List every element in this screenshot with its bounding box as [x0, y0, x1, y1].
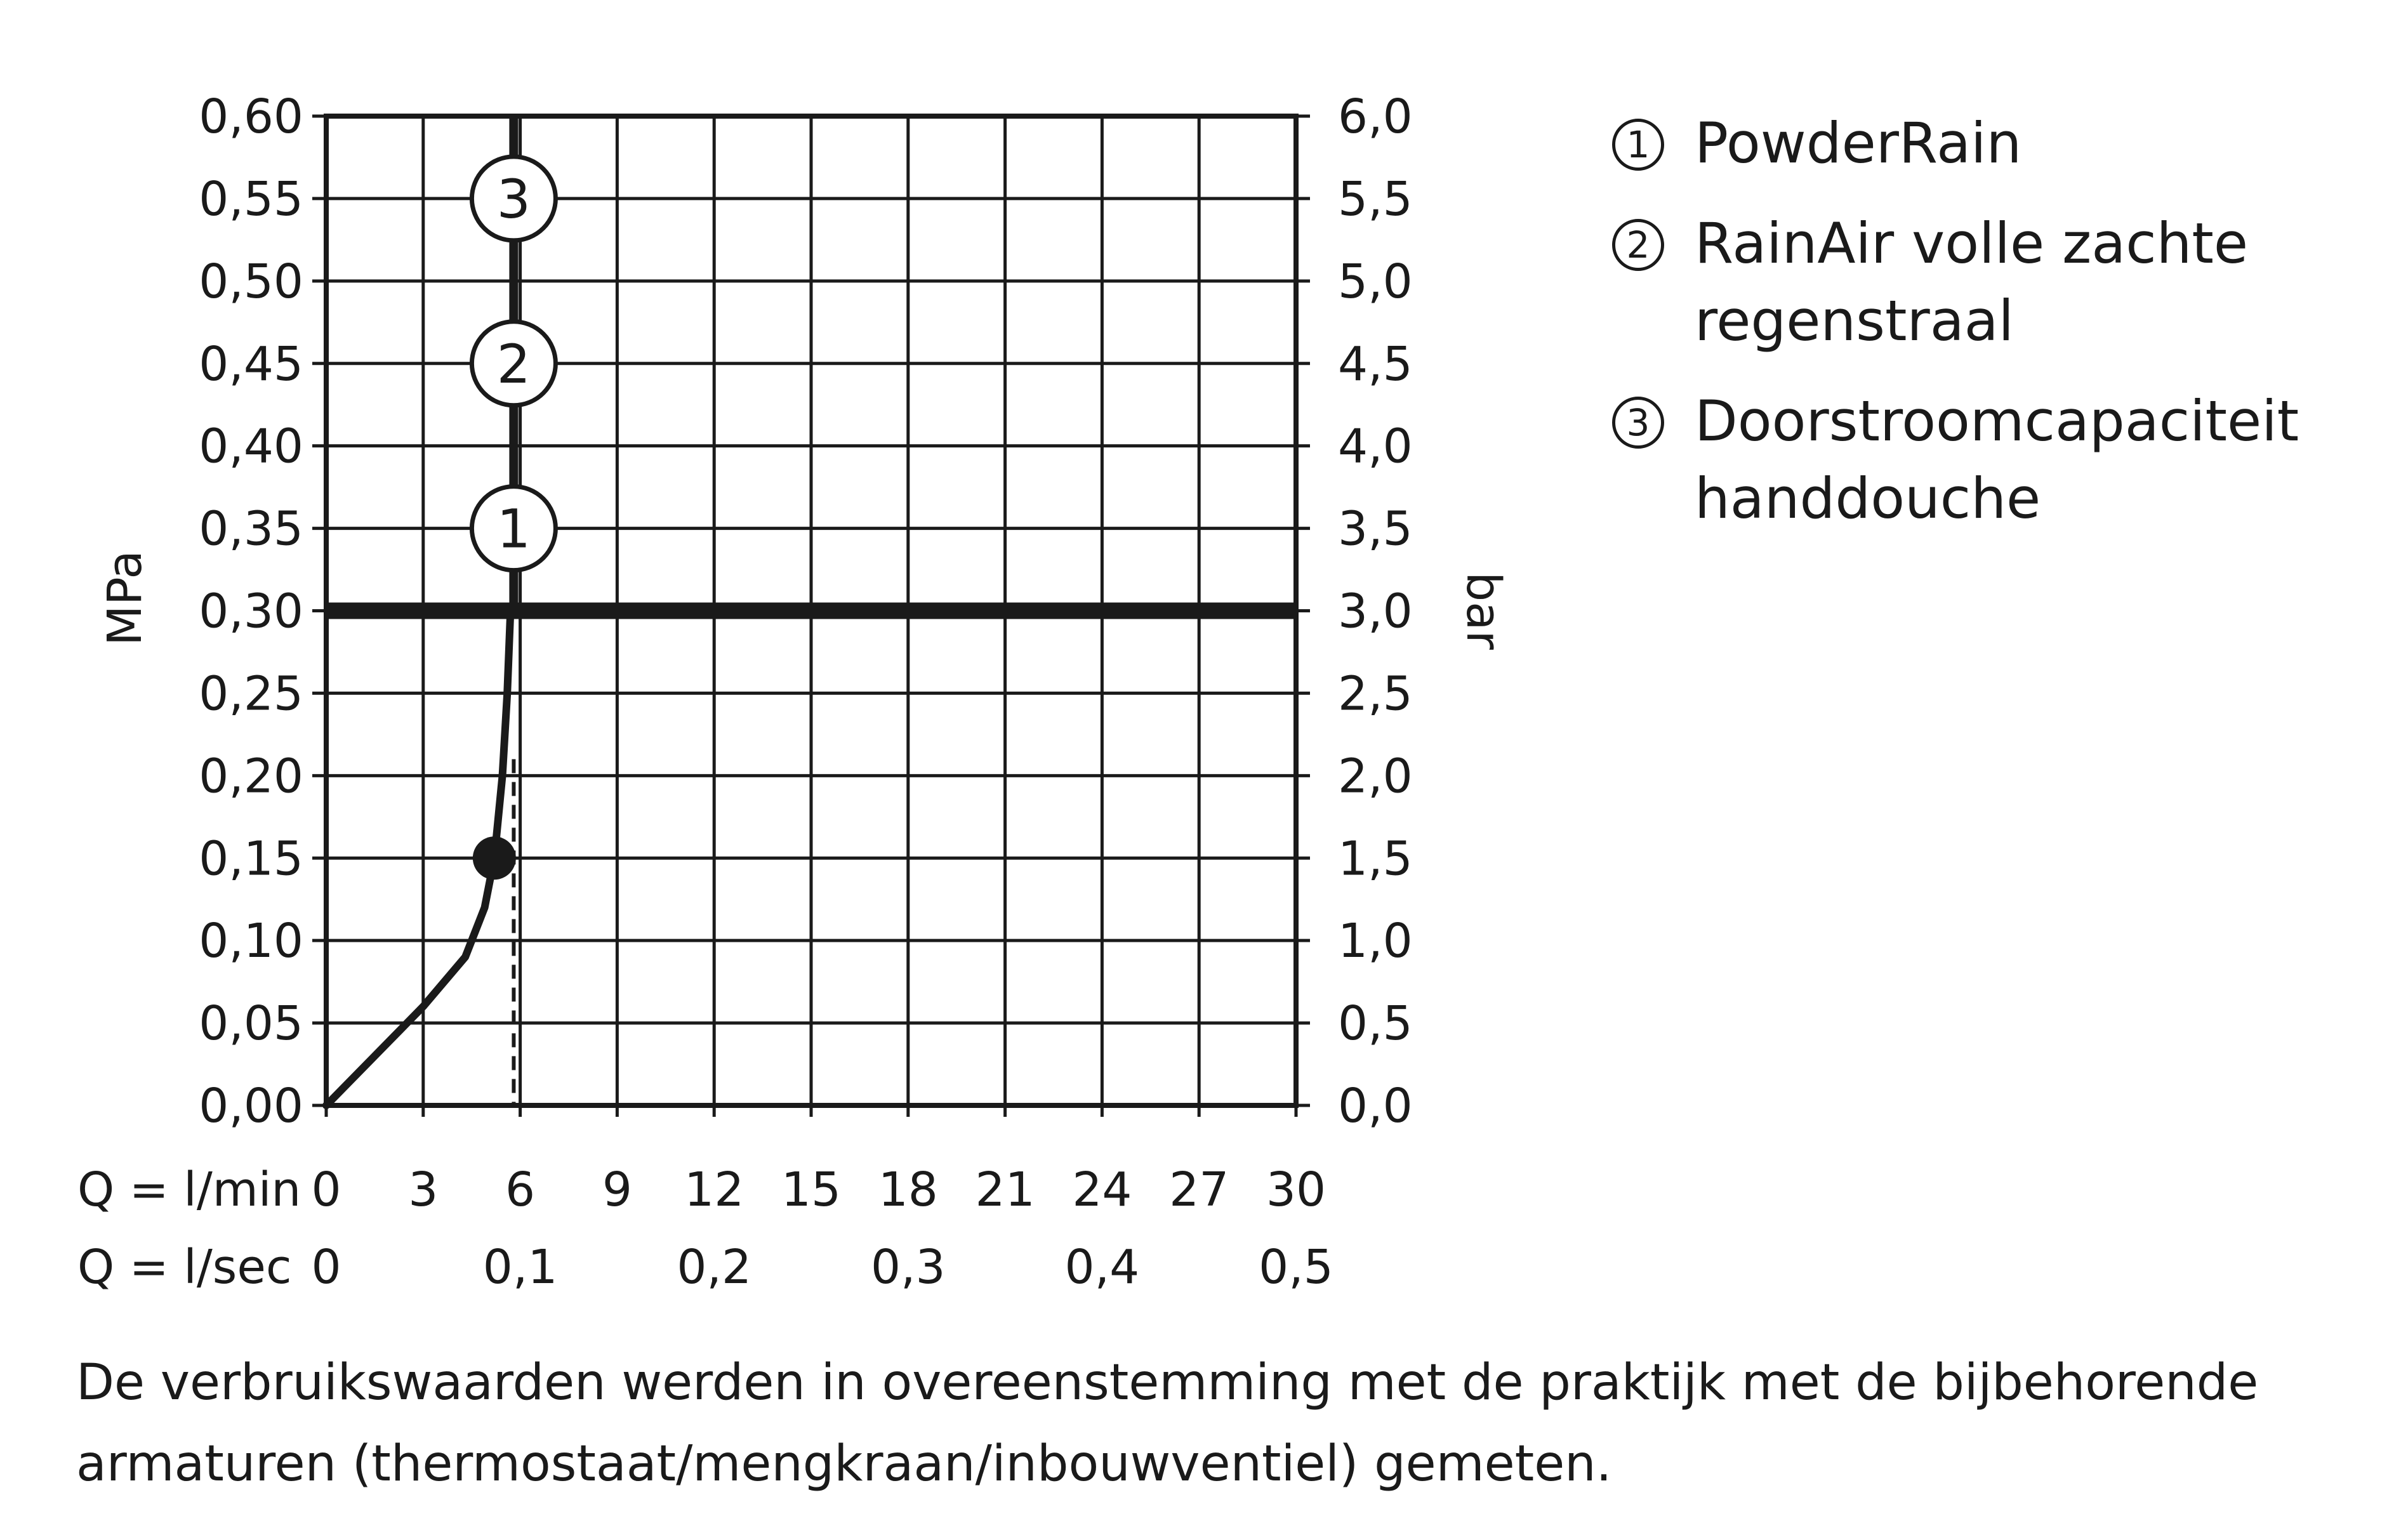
y-left-tick-label: 0,10	[199, 914, 303, 969]
marker-number: 1	[496, 497, 531, 560]
y-right-tick-label: 2,0	[1338, 749, 1413, 804]
y-right-tick-label: 0,5	[1338, 996, 1413, 1051]
y-axis-title-right: bar	[1456, 572, 1511, 650]
x-axis-title-lsec: Q = l/sec	[77, 1240, 292, 1295]
x-tick-label-lmin: 6	[505, 1163, 536, 1217]
legend-item-3	[1612, 383, 2374, 537]
y-right-tick-label: 2,5	[1338, 666, 1413, 721]
legend-number-2: 2	[1612, 219, 1664, 271]
x-tick-label-lmin: 18	[878, 1163, 938, 1217]
x-tick-label-lmin: 9	[602, 1163, 632, 1217]
legend-label-2: RainAir volle zachte regenstraal	[1695, 211, 2249, 353]
y-left-tick-label: 0,45	[199, 336, 303, 392]
y-right-tick-label: 1,5	[1338, 831, 1413, 886]
legend-item-1	[1612, 105, 2374, 182]
y-right-tick-label: 1,0	[1338, 914, 1413, 969]
y-left-tick-label: 0,40	[199, 419, 303, 474]
y-left-tick-label: 0,25	[199, 666, 303, 721]
y-right-tick-label: 3,5	[1338, 501, 1413, 557]
y-right-tick-label: 5,5	[1338, 171, 1413, 227]
y-left-tick-label: 0,35	[199, 501, 303, 557]
y-axis-title-left: MPa	[98, 550, 152, 646]
x-tick-label-lsec: 0,3	[870, 1240, 946, 1295]
y-left-tick-label: 0,50	[199, 254, 303, 309]
y-right-tick-label: 3,0	[1338, 584, 1413, 639]
y-left-tick-label: 0,60	[199, 89, 303, 144]
x-tick-label-lsec: 0,1	[482, 1240, 558, 1295]
legend-label-3: Doorstroomcapaciteit handdouche	[1695, 388, 2299, 531]
y-left-tick-label: 0,05	[199, 996, 303, 1051]
x-tick-label-lsec: 0	[311, 1240, 341, 1295]
x-tick-label-lmin: 24	[1072, 1163, 1132, 1217]
y-left-tick-label: 0,15	[199, 831, 303, 886]
y-right-tick-label: 0,0	[1338, 1079, 1413, 1133]
y-right-tick-label: 4,0	[1338, 419, 1413, 474]
x-tick-label-lsec: 0,4	[1064, 1240, 1140, 1295]
x-axis-title-lmin: Q = l/min	[77, 1163, 301, 1217]
legend-number-1: 1	[1612, 119, 1664, 171]
x-tick-label-lmin: 3	[408, 1163, 439, 1217]
x-tick-label-lsec: 0,2	[677, 1240, 752, 1295]
x-tick-label-lmin: 21	[975, 1163, 1035, 1217]
legend-label-1: PowderRain	[1695, 110, 2022, 176]
y-right-tick-label: 4,5	[1338, 336, 1413, 392]
legend-item-2	[1612, 205, 2374, 360]
x-tick-label-lmin: 15	[781, 1163, 842, 1217]
footnote: De verbruikswaarden werden in overeenstemming met de praktijk met de bijbehorende armaturen (thermostaat/mengkraan/inbouwventiel) gemeten.	[76, 1354, 2259, 1492]
y-left-tick-label: 0,20	[199, 749, 303, 804]
x-tick-label-lmin: 30	[1266, 1163, 1326, 1217]
y-right-tick-label: 6,0	[1338, 89, 1413, 144]
y-left-tick-label: 0,00	[199, 1079, 303, 1133]
x-tick-label-lmin: 12	[684, 1163, 744, 1217]
y-left-tick-label: 0,30	[199, 584, 303, 639]
y-left-tick-label: 0,55	[199, 171, 303, 227]
marker-number: 3	[496, 168, 531, 230]
legend-number-3: 3	[1612, 397, 1664, 449]
curve-point	[473, 836, 516, 879]
legend	[1612, 105, 2374, 560]
x-tick-label-lmin: 0	[311, 1163, 341, 1217]
x-tick-label-lsec: 0,5	[1259, 1240, 1333, 1295]
x-tick-label-lmin: 27	[1169, 1163, 1229, 1217]
y-right-tick-label: 5,0	[1338, 254, 1413, 309]
marker-number: 2	[496, 333, 531, 395]
